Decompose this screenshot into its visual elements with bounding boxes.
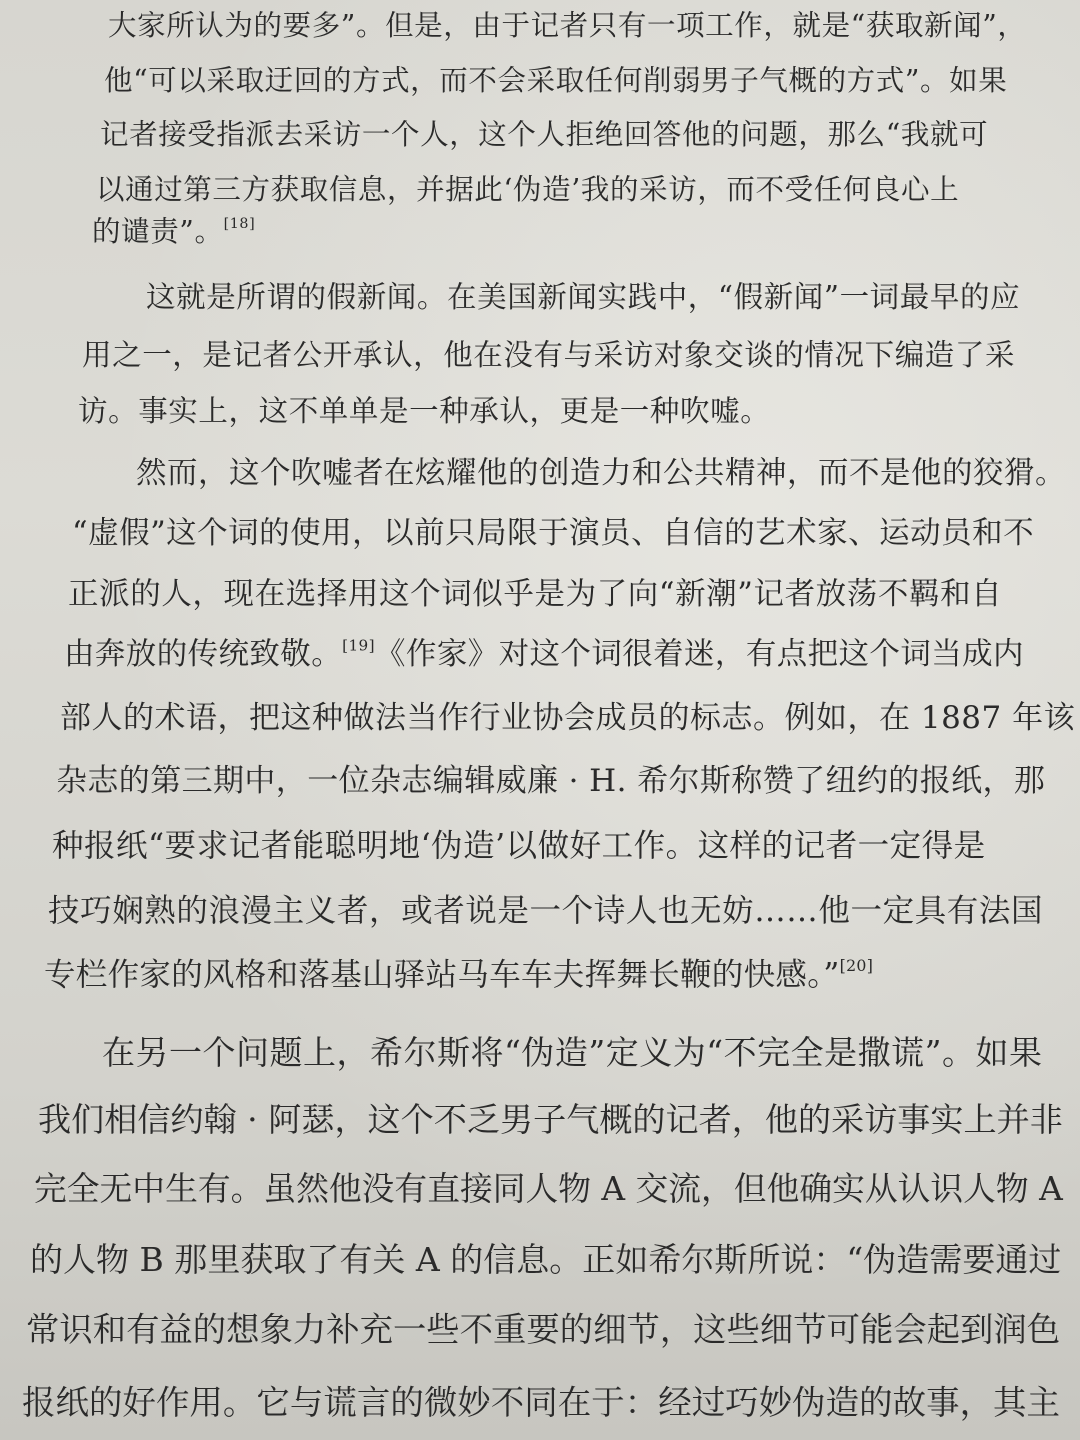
text-line: [68, 577, 1003, 612]
text-line: [34, 1170, 1063, 1208]
footnote-ref-19: [19]: [342, 636, 376, 655]
text-line: [30, 1240, 1062, 1279]
text-line: [60, 700, 1076, 736]
line-text: 这就是所谓的假新闻。在美国新闻实践中，“假新闻”一词最早的应: [146, 280, 1021, 314]
text-line: [78, 394, 771, 428]
line-text: “虚假”这个词的使用，以前只局限于演员、自信的艺术家、运动员和不: [72, 516, 1035, 551]
text-line: [146, 280, 1021, 314]
line-text: 用之一，是记者公开承认，他在没有与采访对象交谈的情况下编造了采: [82, 338, 1016, 372]
text-line: [82, 338, 1016, 372]
line-text: 访。事实上，这不单单是一种承认，更是一种吹嘘。: [78, 394, 771, 428]
text-line: [136, 456, 1066, 491]
text-line: [38, 1100, 1063, 1139]
text-line: [102, 1033, 1043, 1072]
line-text: 杂志的第三期中，一位杂志编辑威廉 · H. 希尔斯称赞了纽约的报纸，那: [56, 763, 1046, 799]
line-text: 部人的术语，把这种做法当作行业协会成员的标志。例如，在 1887 年该: [60, 700, 1076, 736]
text-line: [44, 955, 874, 993]
line-text: 专栏作家的风格和落基山驿站马车车夫挥舞长鞭的快感。”: [44, 957, 840, 993]
line-text: 报纸的好作用。它与谎言的微妙不同在于：经过巧妙伪造的故事，其主: [22, 1383, 1061, 1422]
line-text: 常识和有益的想象力补充一些不重要的细节，这些细节可能会起到润色: [26, 1310, 1061, 1349]
text-line: [22, 1383, 1061, 1422]
text-line: [56, 763, 1046, 799]
line-text: 技巧娴熟的浪漫主义者，或者说是一个诗人也无妨……他一定具有法国: [48, 893, 1044, 929]
text-line: [104, 64, 1008, 97]
line-text: 正派的人，现在选择用这个词似乎是为了向“新潮”记者放荡不羁和自: [68, 577, 1003, 612]
footnote-ref-18: [18]: [223, 216, 256, 233]
text-line: [72, 516, 1035, 551]
line-text: 的谴责”。: [92, 215, 224, 248]
text-line: [26, 1310, 1061, 1349]
text-line: [64, 636, 1024, 672]
line-text: 完全无中生有。虽然他没有直接同人物 A 交流，但他确实从认识人物 A: [34, 1170, 1063, 1208]
line-text: 我们相信约翰 · 阿瑟，这个不乏男子气概的记者，他的采访事实上并非: [38, 1100, 1063, 1139]
line-text: 他“可以采取迂回的方式，而不会采取任何削弱男子气概的方式”。如果: [104, 64, 1008, 97]
line-text: 种报纸“要求记者能聪明地‘伪造’以做好工作。这样的记者一定得是: [52, 828, 986, 864]
line-text: 的人物 B 那里获取了有关 A 的信息。正如希尔斯所说：“伪造需要通过: [30, 1240, 1062, 1279]
text-line: [52, 828, 986, 864]
line-text: 记者接受指派去采访一个人，这个人拒绝回答他的问题，那么“我就可: [100, 118, 989, 151]
line-text: 由奔放的传统致敬。: [64, 637, 343, 672]
text-line: [108, 9, 1027, 42]
line-text: 以通过第三方获取信息，并据此‘伪造’我的采访，而不受任何良心上: [96, 173, 960, 206]
line-text: 《作家》对这个词很着迷，有点把这个词当成内: [375, 637, 1024, 672]
line-text: 然而，这个吹嘘者在炫耀他的创造力和公共精神，而不是他的狡猾。: [136, 456, 1066, 491]
line-text: 大家所认为的要多”。但是，由于记者只有一项工作，就是“获取新闻”，: [108, 9, 1027, 42]
text-line: [100, 118, 989, 151]
text-line: [96, 173, 960, 206]
text-line: [48, 893, 1044, 929]
footnote-ref-20: [20]: [839, 955, 874, 975]
text-line: [92, 215, 256, 248]
line-text: 在另一个问题上，希尔斯将“伪造”定义为“不完全是撒谎”。如果: [102, 1033, 1043, 1072]
